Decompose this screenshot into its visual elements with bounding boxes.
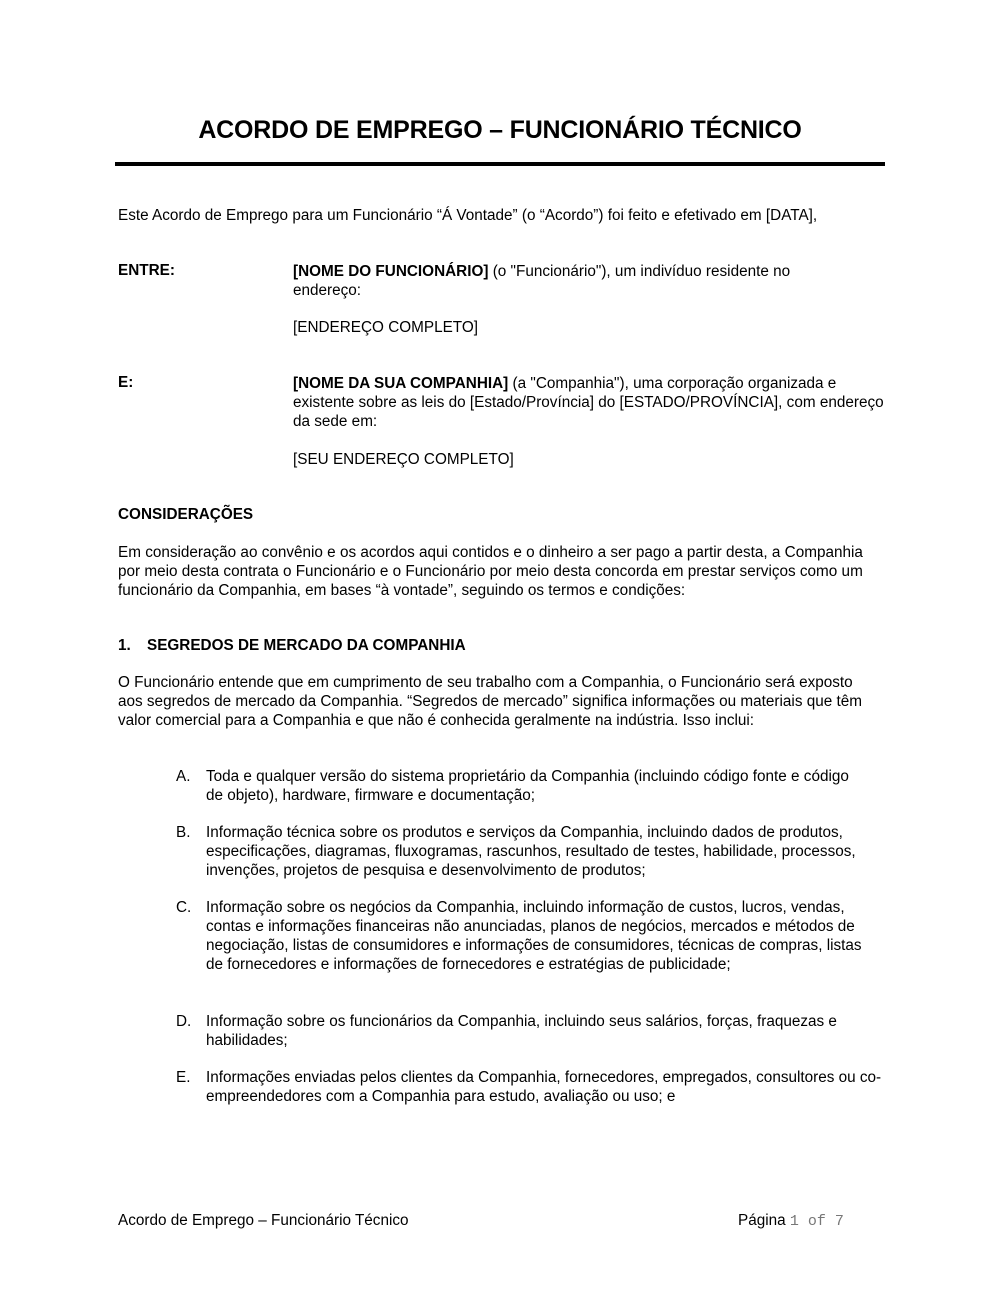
section-title: SEGREDOS DE MERCADO DA COMPANHIA xyxy=(147,637,466,654)
list-item-text: Informação sobre os funcionários da Companhia, incluindo seus salários, forças, fraquezas e habilidades; xyxy=(206,1013,837,1049)
employee-address-placeholder: [ENDEREÇO COMPLETO] xyxy=(293,319,479,336)
list-item-text: Toda e qualquer versão do sistema proprietário da Companhia (incluindo código fonte e código de objeto), hardware, firmware e documentação; xyxy=(206,768,849,804)
list-item-b xyxy=(176,823,876,880)
list-item-e xyxy=(176,1068,888,1106)
list-marker: A. xyxy=(176,768,191,785)
page-label: Página xyxy=(738,1212,786,1229)
page-number: 1 of 7 xyxy=(789,1213,844,1230)
party-label-and: E: xyxy=(118,374,134,391)
section-1-heading xyxy=(118,637,466,655)
party-label-between: ENTRE: xyxy=(118,262,175,279)
employee-name-placeholder: [NOME DO FUNCIONÁRIO] xyxy=(293,263,489,280)
title-rule xyxy=(115,162,885,166)
list-marker: D. xyxy=(176,1013,192,1030)
list-item-text: Informação sobre os negócios da Companhia, incluindo informação de custos, lucros, vendas, contas e informações financeiras não anunciadas, planos de negócios, mercados e métodos de negociação, listas de consumidores e informações de consumidores, técnicas de compras, listas de fornecedores e informações de fornecedores e estratégias de publicidade; xyxy=(206,899,862,973)
company-address-placeholder: [SEU ENDEREÇO COMPLETO] xyxy=(293,451,514,468)
company-description-text: (a "Companhia"), uma corporação organizada e existente sobre as leis do [Estado/Província] do [ESTADO/PROVÍNCIA], com endereço da sede em: xyxy=(293,375,884,430)
list-marker: E. xyxy=(176,1069,191,1086)
list-item-text: Informação técnica sobre os produtos e serviços da Companhia, incluindo dados de produtos, especificações, diagramas, fluxogramas, rascunhos, resultado de testes, habilidade, processos, invenções, projetos de pesquisa e desenvolvimento de produtos; xyxy=(206,824,856,879)
intro-paragraph: Este Acordo de Emprego para um Funcionário “Á Vontade” (o “Acordo”) foi feito e efetivado em [DATA], xyxy=(118,207,818,224)
list-item-c xyxy=(176,898,876,974)
party-employee-description xyxy=(293,262,853,300)
list-item-d xyxy=(176,1012,888,1050)
list-marker: B. xyxy=(176,824,191,841)
section-number: 1. xyxy=(118,637,131,654)
footer-document-title: Acordo de Emprego – Funcionário Técnico xyxy=(118,1212,409,1229)
party-company-description xyxy=(293,374,893,431)
list-item-text: Informações enviadas pelos clientes da Companhia, fornecedores, empregados, consultores ou co-empreendedores com a Companhia para estudo, avaliação ou uso; e xyxy=(206,1069,882,1105)
footer-page-indicator xyxy=(738,1212,844,1230)
document-title: ACORDO DE EMPREGO – FUNCIONÁRIO TÉCNICO xyxy=(198,116,802,144)
company-name-placeholder: [NOME DA SUA COMPANHIA] xyxy=(293,375,509,392)
section-1-paragraph: O Funcionário entende que em cumprimento de seu trabalho com a Companhia, o Funcionário será exposto aos segredos de mercado da Companhia. “Segredos de mercado” significa informações ou materiais que têm valor comercial para a Companhia e que não é conhecida geralmente na indústria. Isso inclui: xyxy=(118,674,862,729)
list-marker: C. xyxy=(176,899,192,916)
employee-description-text: (o "Funcionário"), um indivíduo residente no endereço: xyxy=(293,263,791,299)
considerations-heading: CONSIDERAÇÕES xyxy=(118,506,254,523)
list-item-a xyxy=(176,767,856,805)
considerations-paragraph: Em consideração ao convênio e os acordos aqui contidos e o dinheiro a ser pago a partir desta, a Companhia por meio desta contrata o Funcionário e o Funcionário por meio desta concorda em prestar serviços como um funcionário da Companhia, em bases “à vontade”, seguindo os termos e condições: xyxy=(118,544,863,599)
